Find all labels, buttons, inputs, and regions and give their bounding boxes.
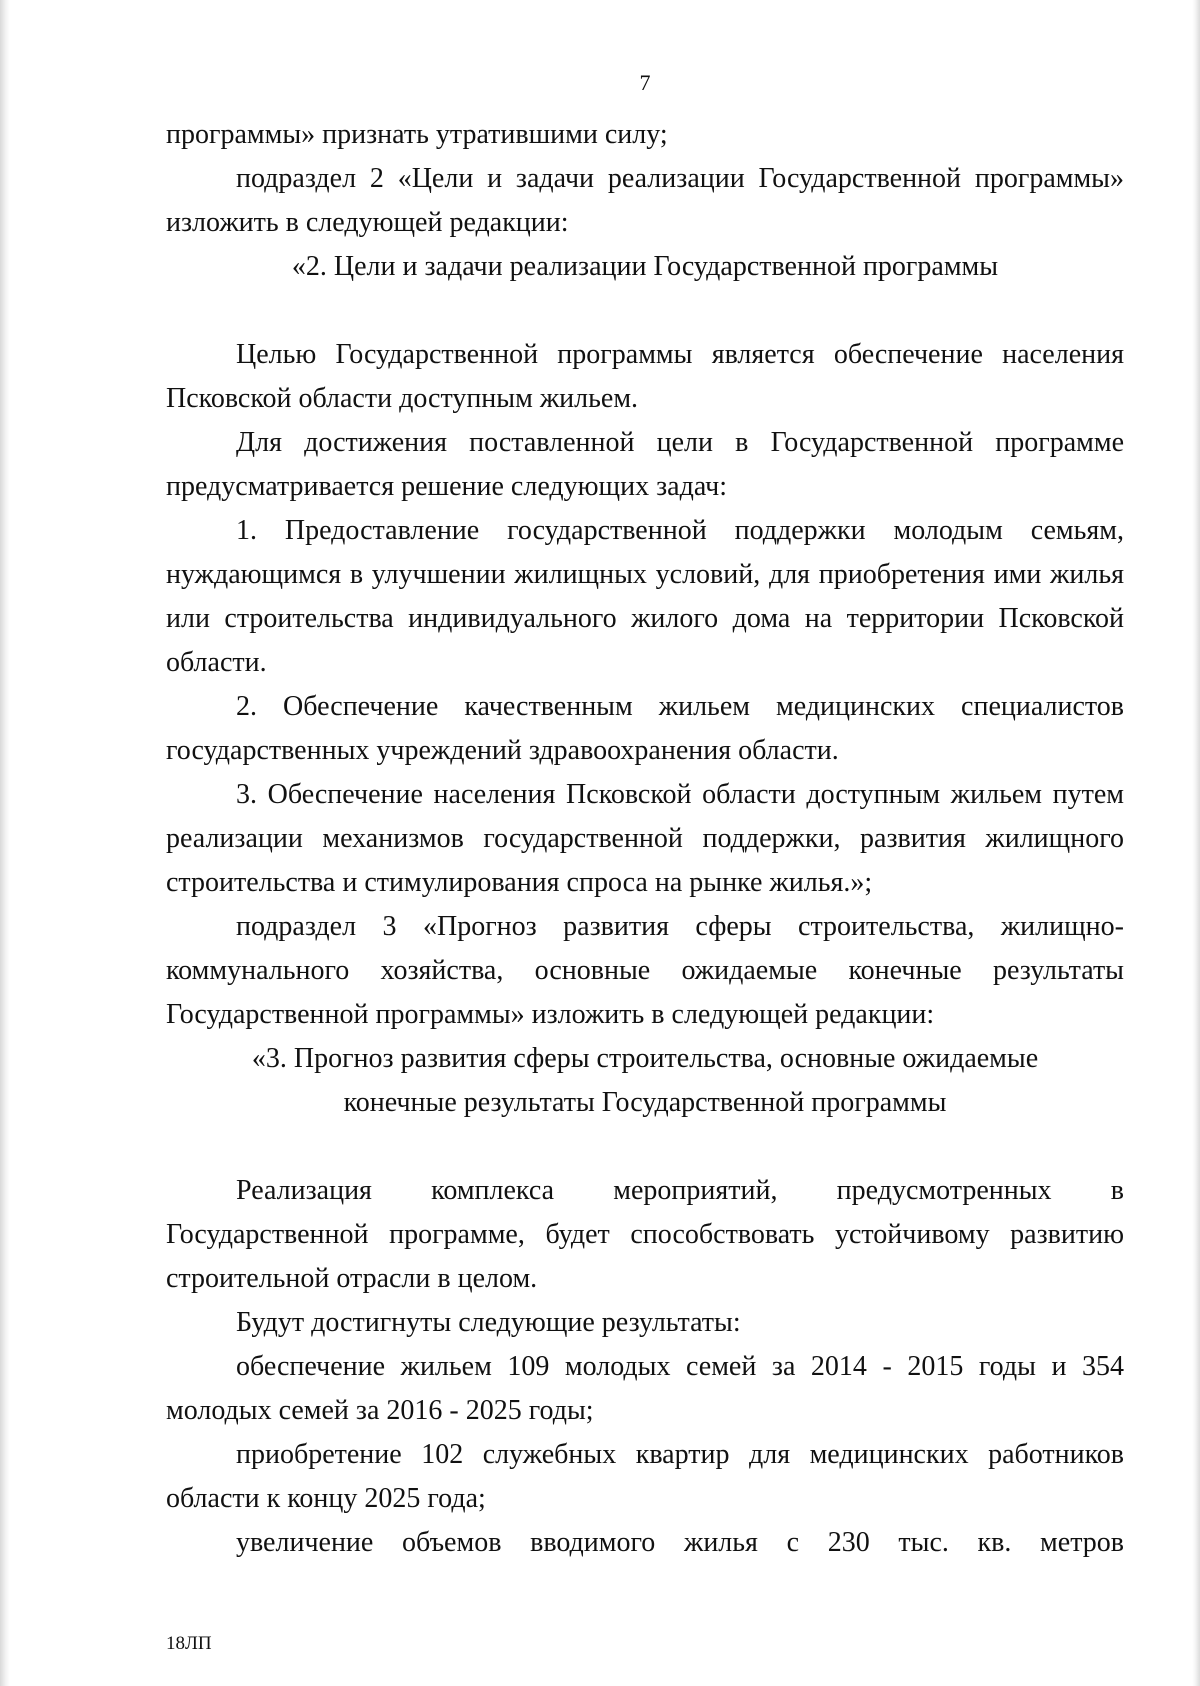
- document-body: [166, 113, 1124, 1565]
- paragraph: Для достижения поставленной цели в Государственной программе предусматривается решение следующих задач:: [166, 427, 1124, 502]
- paragraph: подраздел 3 «Прогноз развития сферы строительства, жилищно-коммунального хозяйства, основные ожидаемые конечные результаты Государственной программы» изложить в следующей редакции:: [166, 911, 1124, 1030]
- paragraph: Целью Государственной программы является обеспечение населения Псковской области доступным жильем.: [166, 339, 1124, 414]
- section-heading-line-2: конечные результаты Государственной программы: [343, 1087, 947, 1118]
- paragraph: 1. Предоставление государственной поддержки молодым семьям, нуждающимся в улучшении жилищных условий, для приобретения ими жилья или строительства индивидуального жилого дома на территории Псковской области.: [166, 515, 1124, 678]
- paragraph: увеличение объемов вводимого жилья с 230 тыс. кв. метров: [236, 1527, 1124, 1558]
- paragraph: 2. Обеспечение качественным жильем медицинских специалистов государственных учреждений здравоохранения области.: [166, 691, 1124, 766]
- page-number: 7: [639, 70, 651, 95]
- paragraph: подраздел 2 «Цели и задачи реализации Государственной программы» изложить в следующей редакции:: [166, 163, 1124, 238]
- blank-line: [166, 1125, 1124, 1169]
- scan-edge-right: [1192, 0, 1200, 1686]
- blank-line: [166, 289, 1124, 333]
- scan-edge-left: [0, 0, 10, 1686]
- paragraph: приобретение 102 служебных квартир для медицинских работников области к концу 2025 года;: [166, 1439, 1124, 1514]
- footer-code: 18ЛП: [166, 1633, 212, 1654]
- paragraph: программы» признать утратившими силу;: [166, 119, 668, 150]
- paragraph: Реализация комплекса мероприятий, предусмотренных в Государственной программе, будет способствовать устойчивому развитию строительной отрасли в целом.: [166, 1175, 1124, 1294]
- paragraph: обеспечение жильем 109 молодых семей за 2014 - 2015 годы и 354 молодых семей за 2016 - 2025 годы;: [166, 1351, 1124, 1426]
- paragraph: Будут достигнуты следующие результаты:: [236, 1307, 741, 1338]
- section-heading-line-1: «3. Прогноз развития сферы строительства, основные ожидаемые: [251, 1043, 1039, 1074]
- paragraph: 3. Обеспечение населения Псковской области доступным жильем путем реализации механизмов государственной поддержки, развития жилищного строительства и стимулирования спроса на рынке жилья.»;: [166, 779, 1124, 898]
- section-heading: «2. Цели и задачи реализации Государственной программы: [291, 251, 999, 282]
